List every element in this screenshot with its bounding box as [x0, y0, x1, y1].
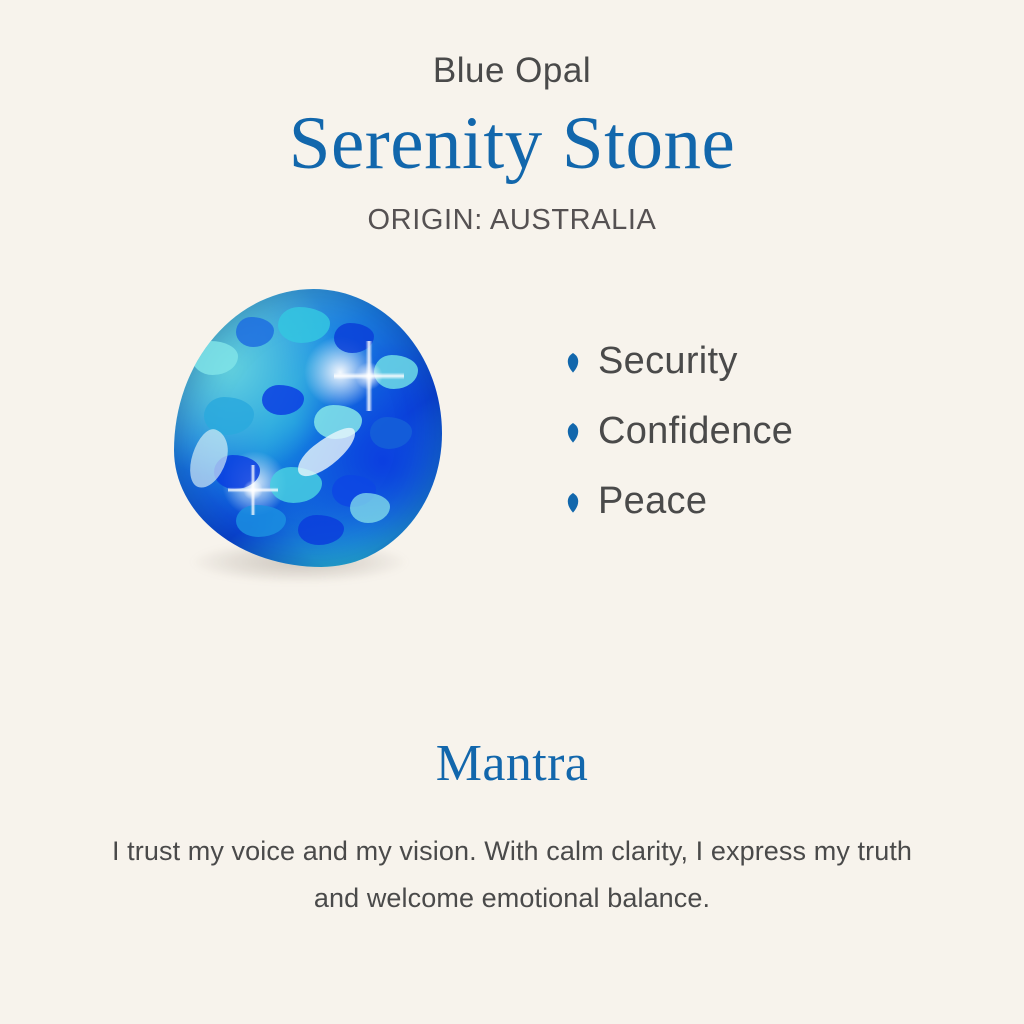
list-item [562, 341, 962, 383]
card-middle-section [0, 279, 1024, 609]
mantra-section [0, 735, 1024, 923]
attribute-label: Peace [598, 479, 708, 522]
list-item [562, 411, 962, 453]
mantra-text: I trust my voice and my vision. With calm clarity, I express my truth and welcome emotional balance. [111, 836, 913, 914]
gem-bullet-icon [562, 422, 584, 444]
attribute-label: Security [598, 340, 738, 383]
gem-bullet-icon [562, 352, 584, 374]
stone-type-label: Blue Opal [432, 51, 592, 90]
gemstone-icon [174, 289, 442, 567]
page-title: Serenity Stone [288, 101, 736, 185]
origin-label: ORIGIN: AUSTRALIA [367, 204, 657, 237]
list-item [562, 481, 962, 523]
attribute-list [562, 341, 962, 550]
attribute-label: Confidence [598, 410, 794, 453]
gemstone-image [150, 289, 470, 599]
mantra-title: Mantra [435, 735, 589, 792]
card-header [0, 0, 1024, 237]
gem-bullet-icon [562, 492, 584, 514]
